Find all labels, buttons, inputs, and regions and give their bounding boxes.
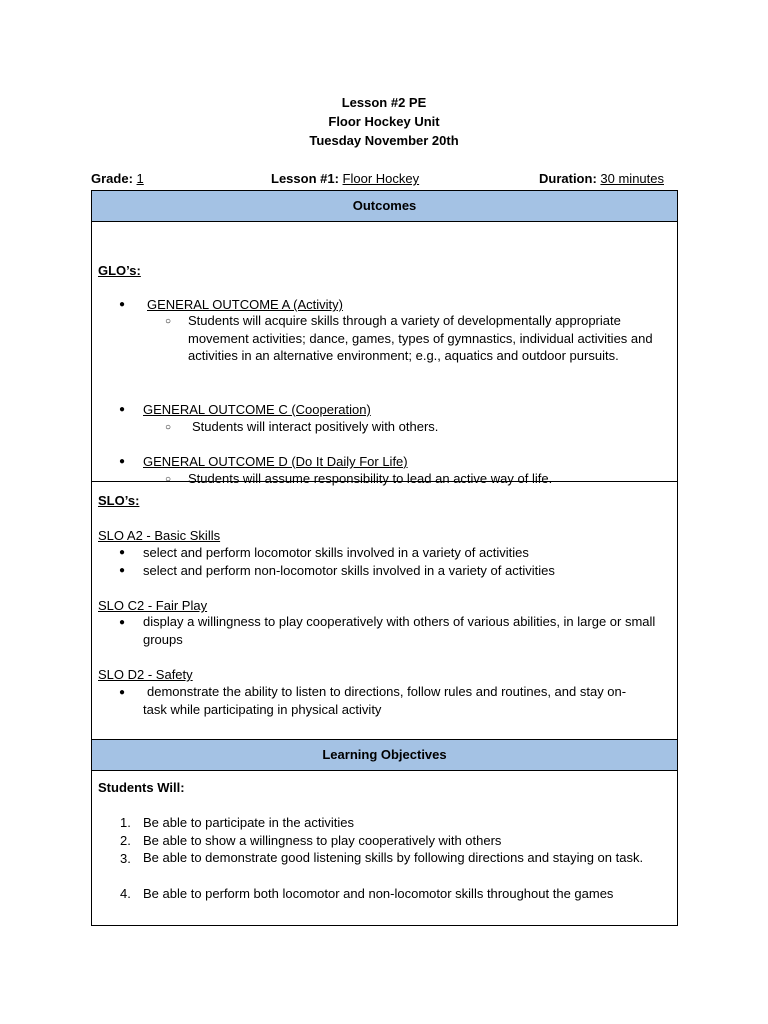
grade-label: Grade: (91, 171, 133, 186)
glo-cell (92, 222, 677, 486)
slo-a2-item-1: select and perform locomotor skills involved in a variety of activities (143, 545, 529, 560)
circle-bullet-icon: ○ (165, 422, 172, 433)
objective-number: 1. (120, 815, 131, 830)
glo-heading: GLO’s: (98, 263, 141, 278)
duration-value: 30 minutes (600, 171, 664, 186)
glo-a-title: GENERAL OUTCOME A (Activity) (147, 297, 343, 312)
slo-d2-title: SLO D2 - Safety (98, 667, 193, 682)
bullet-icon: ● (119, 547, 126, 558)
objective-item-3: Be able to demonstrate good listening skills by following directions and staying on task. (143, 850, 644, 865)
outcomes-header: Outcomes (92, 191, 677, 222)
circle-bullet-icon: ○ (165, 474, 172, 485)
bullet-icon: ● (119, 299, 126, 310)
objectives-cell (92, 771, 677, 925)
grade-value: 1 (136, 171, 144, 186)
glo-c-detail: Students will interact positively with others. (192, 419, 439, 434)
learning-objectives-header: Learning Objectives (92, 740, 677, 771)
duration-field (539, 171, 664, 186)
lesson-meta-row (91, 171, 664, 189)
slo-d2-item-1: demonstrate the ability to listen to directions, follow rules and routines, and stay on-task while participating in physical activity (143, 684, 627, 717)
glo-a-detail: Students will acquire skills through a variety of developmentally appropriate movement activities; dance, games, types of gymnastics, individual activities and activities in an alternative environment; e.g., aquatics and outdoor pursuits. (188, 313, 653, 363)
lesson-value: Floor Hockey (342, 171, 420, 186)
bullet-icon: ● (119, 565, 126, 576)
circle-bullet-icon: ○ (165, 316, 172, 327)
bullet-icon: ● (119, 687, 126, 698)
bullet-icon: ● (119, 456, 126, 467)
slo-a2-title: SLO A2 - Basic Skills (98, 528, 221, 543)
bullet-icon: ● (119, 404, 126, 415)
slo-cell (92, 482, 677, 740)
title-line-3: Tuesday November 20th (309, 133, 459, 148)
lesson-label: Lesson #1: (271, 171, 339, 186)
grade-field (91, 171, 144, 186)
page-title (0, 93, 768, 150)
slo-c2-item-1: display a willingness to play cooperatively with others of various abilities, in large or small groups (143, 614, 656, 647)
objective-item-4: Be able to perform both locomotor and non-locomotor skills throughout the games (143, 886, 614, 901)
objective-number: 3. (120, 851, 131, 866)
objective-number: 2. (120, 833, 131, 848)
lesson-field (271, 171, 419, 186)
slo-heading: SLO’s: (98, 493, 140, 508)
slo-a2-item-2: select and perform non-locomotor skills involved in a variety of activities (143, 563, 555, 578)
title-line-1: Lesson #2 PE (341, 95, 427, 110)
duration-label: Duration: (539, 171, 597, 186)
slo-c2-title: SLO C2 - Fair Play (98, 598, 208, 613)
title-line-2: Floor Hockey Unit (328, 114, 440, 129)
glo-c-title: GENERAL OUTCOME C (Cooperation) (143, 402, 371, 417)
objectives-intro: Students Will: (98, 780, 185, 795)
lesson-plan-table (91, 190, 678, 926)
glo-d-detail: Students will assume responsibility to lead an active way of life. (188, 471, 553, 486)
bullet-icon: ● (119, 617, 126, 628)
objective-number: 4. (120, 886, 131, 901)
objective-item-1: Be able to participate in the activities (143, 815, 355, 830)
objective-item-2: Be able to show a willingness to play cooperatively with others (143, 833, 502, 848)
glo-d-title: GENERAL OUTCOME D (Do It Daily For Life) (143, 454, 408, 469)
